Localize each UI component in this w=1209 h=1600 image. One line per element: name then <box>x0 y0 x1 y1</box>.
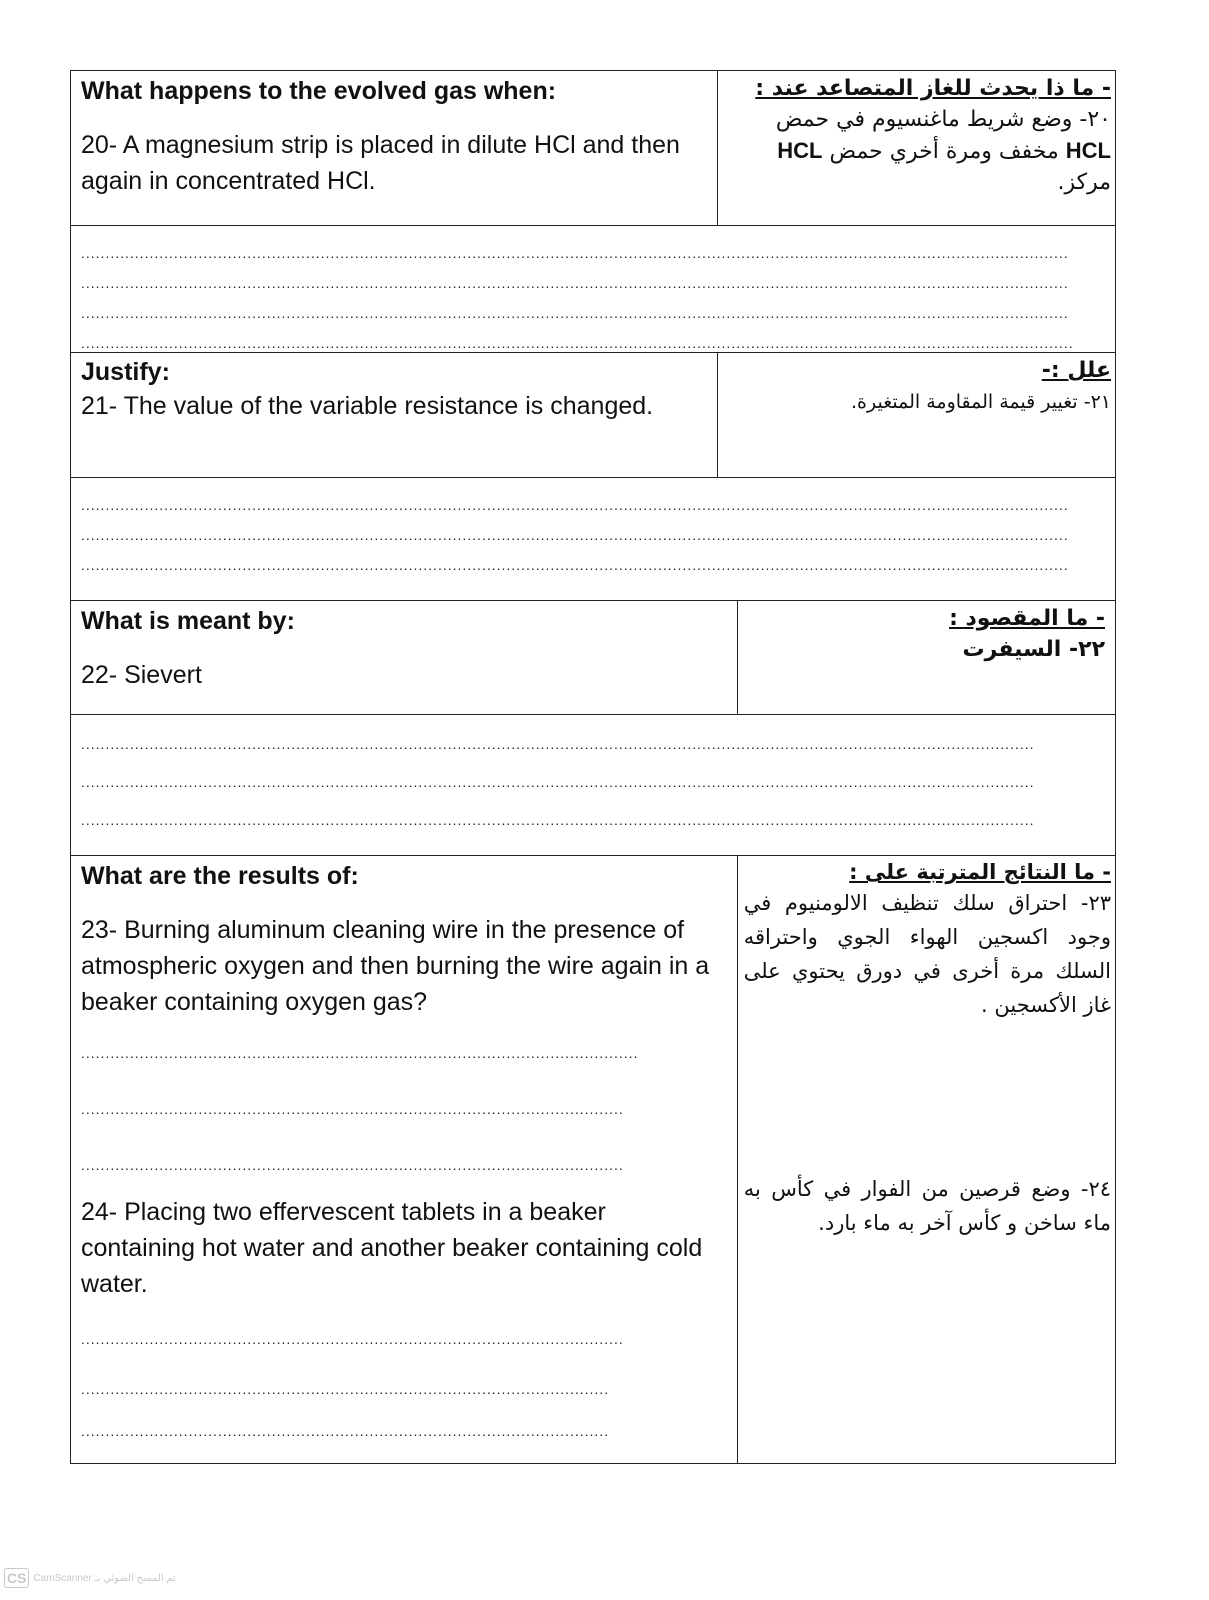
question-23-24-arabic <box>737 856 1115 1463</box>
hcl-label: HCL <box>1065 138 1111 163</box>
question-21-english <box>71 353 717 477</box>
question-20-text: 20- A magnesium strip is placed in dilute HCl and then again in concentrated HCl. <box>81 131 680 195</box>
answer-line[interactable]: ................................................................................................................................................................................................... <box>81 774 1035 790</box>
question-23-text: 23- Burning aluminum cleaning wire in the presence of atmospheric oxygen and then burning the wire again in a beaker containing oxygen gas? <box>81 916 710 1016</box>
question-22-text-ar: ٢٢- السيفرت <box>962 637 1105 662</box>
hcl-label: HCL <box>777 138 823 163</box>
question-20-text-ar-2: مخفف ومرة أخري حمض <box>822 139 1066 164</box>
answer-line[interactable]: .......................................................................................................................................................................................................... <box>81 275 1069 291</box>
question-23-24-row <box>70 855 1116 1464</box>
question-21-row <box>70 352 1116 477</box>
question-22-arabic <box>737 601 1115 714</box>
question-24-text: 24- Placing two effervescent tablets in a beaker containing hot water and another beaker containing cold water. <box>81 1198 703 1298</box>
question-21-arabic <box>717 353 1115 477</box>
question-23-24-english <box>71 856 737 1463</box>
answer-line[interactable]: ............................................................................................................... <box>81 1331 624 1347</box>
answer-line[interactable]: ................................................................................................................................................................................................... <box>81 736 1035 752</box>
question-22-heading-ar: - ما المقصود : <box>949 606 1105 631</box>
question-20-text-ar-3: مركز. <box>1057 170 1111 195</box>
question-21-heading-ar: علل :- <box>1041 358 1111 383</box>
question-20-arabic <box>717 71 1115 225</box>
answer-area-20[interactable] <box>70 225 1116 352</box>
question-20-row <box>70 70 1116 225</box>
question-23-text-ar: ٢٣- احتراق سلك تنظيف الالومنيوم في وجود اكسجين الهواء الجوي واحتراقه السلك مرة أخرى في دورق يحتوي على غاز الأكسجين . <box>743 891 1111 1017</box>
camscanner-watermark <box>4 1568 176 1588</box>
question-21-heading: Justify: <box>81 358 170 386</box>
answer-line[interactable]: .......................................................................................................................................................................................................... <box>81 245 1069 261</box>
answer-line[interactable]: ............................................................................................................ <box>81 1423 610 1439</box>
answer-line[interactable]: ................................................................................................................................................................................................... <box>81 812 1035 828</box>
worksheet <box>70 70 1116 1464</box>
question-23-heading-ar: - ما النتائج المترتبة على : <box>849 860 1111 884</box>
question-21-text: 21- The value of the variable resistance is changed. <box>81 392 654 420</box>
answer-line[interactable]: .......................................................................................................................................................................................................... <box>81 305 1069 321</box>
camscanner-logo-icon: CS <box>4 1568 29 1588</box>
question-20-text-ar-1: ٢٠- وضع شريط ماغنسيوم في حمض <box>775 107 1111 132</box>
question-22-row <box>70 600 1116 714</box>
question-22-text: 22- Sievert <box>81 661 202 689</box>
question-22-english <box>71 601 737 714</box>
question-20-english <box>71 71 717 225</box>
answer-area-22[interactable] <box>70 714 1116 855</box>
question-23-heading: What are the results of: <box>81 862 359 890</box>
question-20-heading-ar: - ما ذا يحدث للغاز المتصاعد عند : <box>755 76 1111 101</box>
answer-line[interactable]: .......................................................................................................................................................................................................... <box>81 557 1069 573</box>
answer-line[interactable]: ............................................................................................................... <box>81 1157 624 1173</box>
answer-line[interactable]: ............................................................................................................ <box>81 1381 610 1397</box>
watermark-text: CamScanner تم المسح الضوئي بـ <box>33 1572 176 1584</box>
answer-line[interactable]: .......................................................................................................................................................................................................... <box>81 527 1069 543</box>
answer-line[interactable]: ............................................................................................................... <box>81 1101 624 1117</box>
question-24-text-ar: ٢٤- وضع قرصين من الفوار في كأس به ماء ساخن و كأس آخر به ماء بارد. <box>743 1177 1111 1235</box>
answer-line[interactable]: .................................................................................................................. <box>81 1045 639 1061</box>
question-20-heading: What happens to the evolved gas when: <box>81 77 557 105</box>
question-22-heading: What is meant by: <box>81 607 295 635</box>
answer-line[interactable]: ........................................................................................................................................................................................................... <box>81 335 1074 351</box>
question-21-text-ar: ٢١- تغيير قيمة المقاومة المتغيرة. <box>851 391 1111 413</box>
answer-area-21[interactable] <box>70 477 1116 600</box>
answer-line[interactable]: .......................................................................................................................................................................................................... <box>81 497 1069 513</box>
